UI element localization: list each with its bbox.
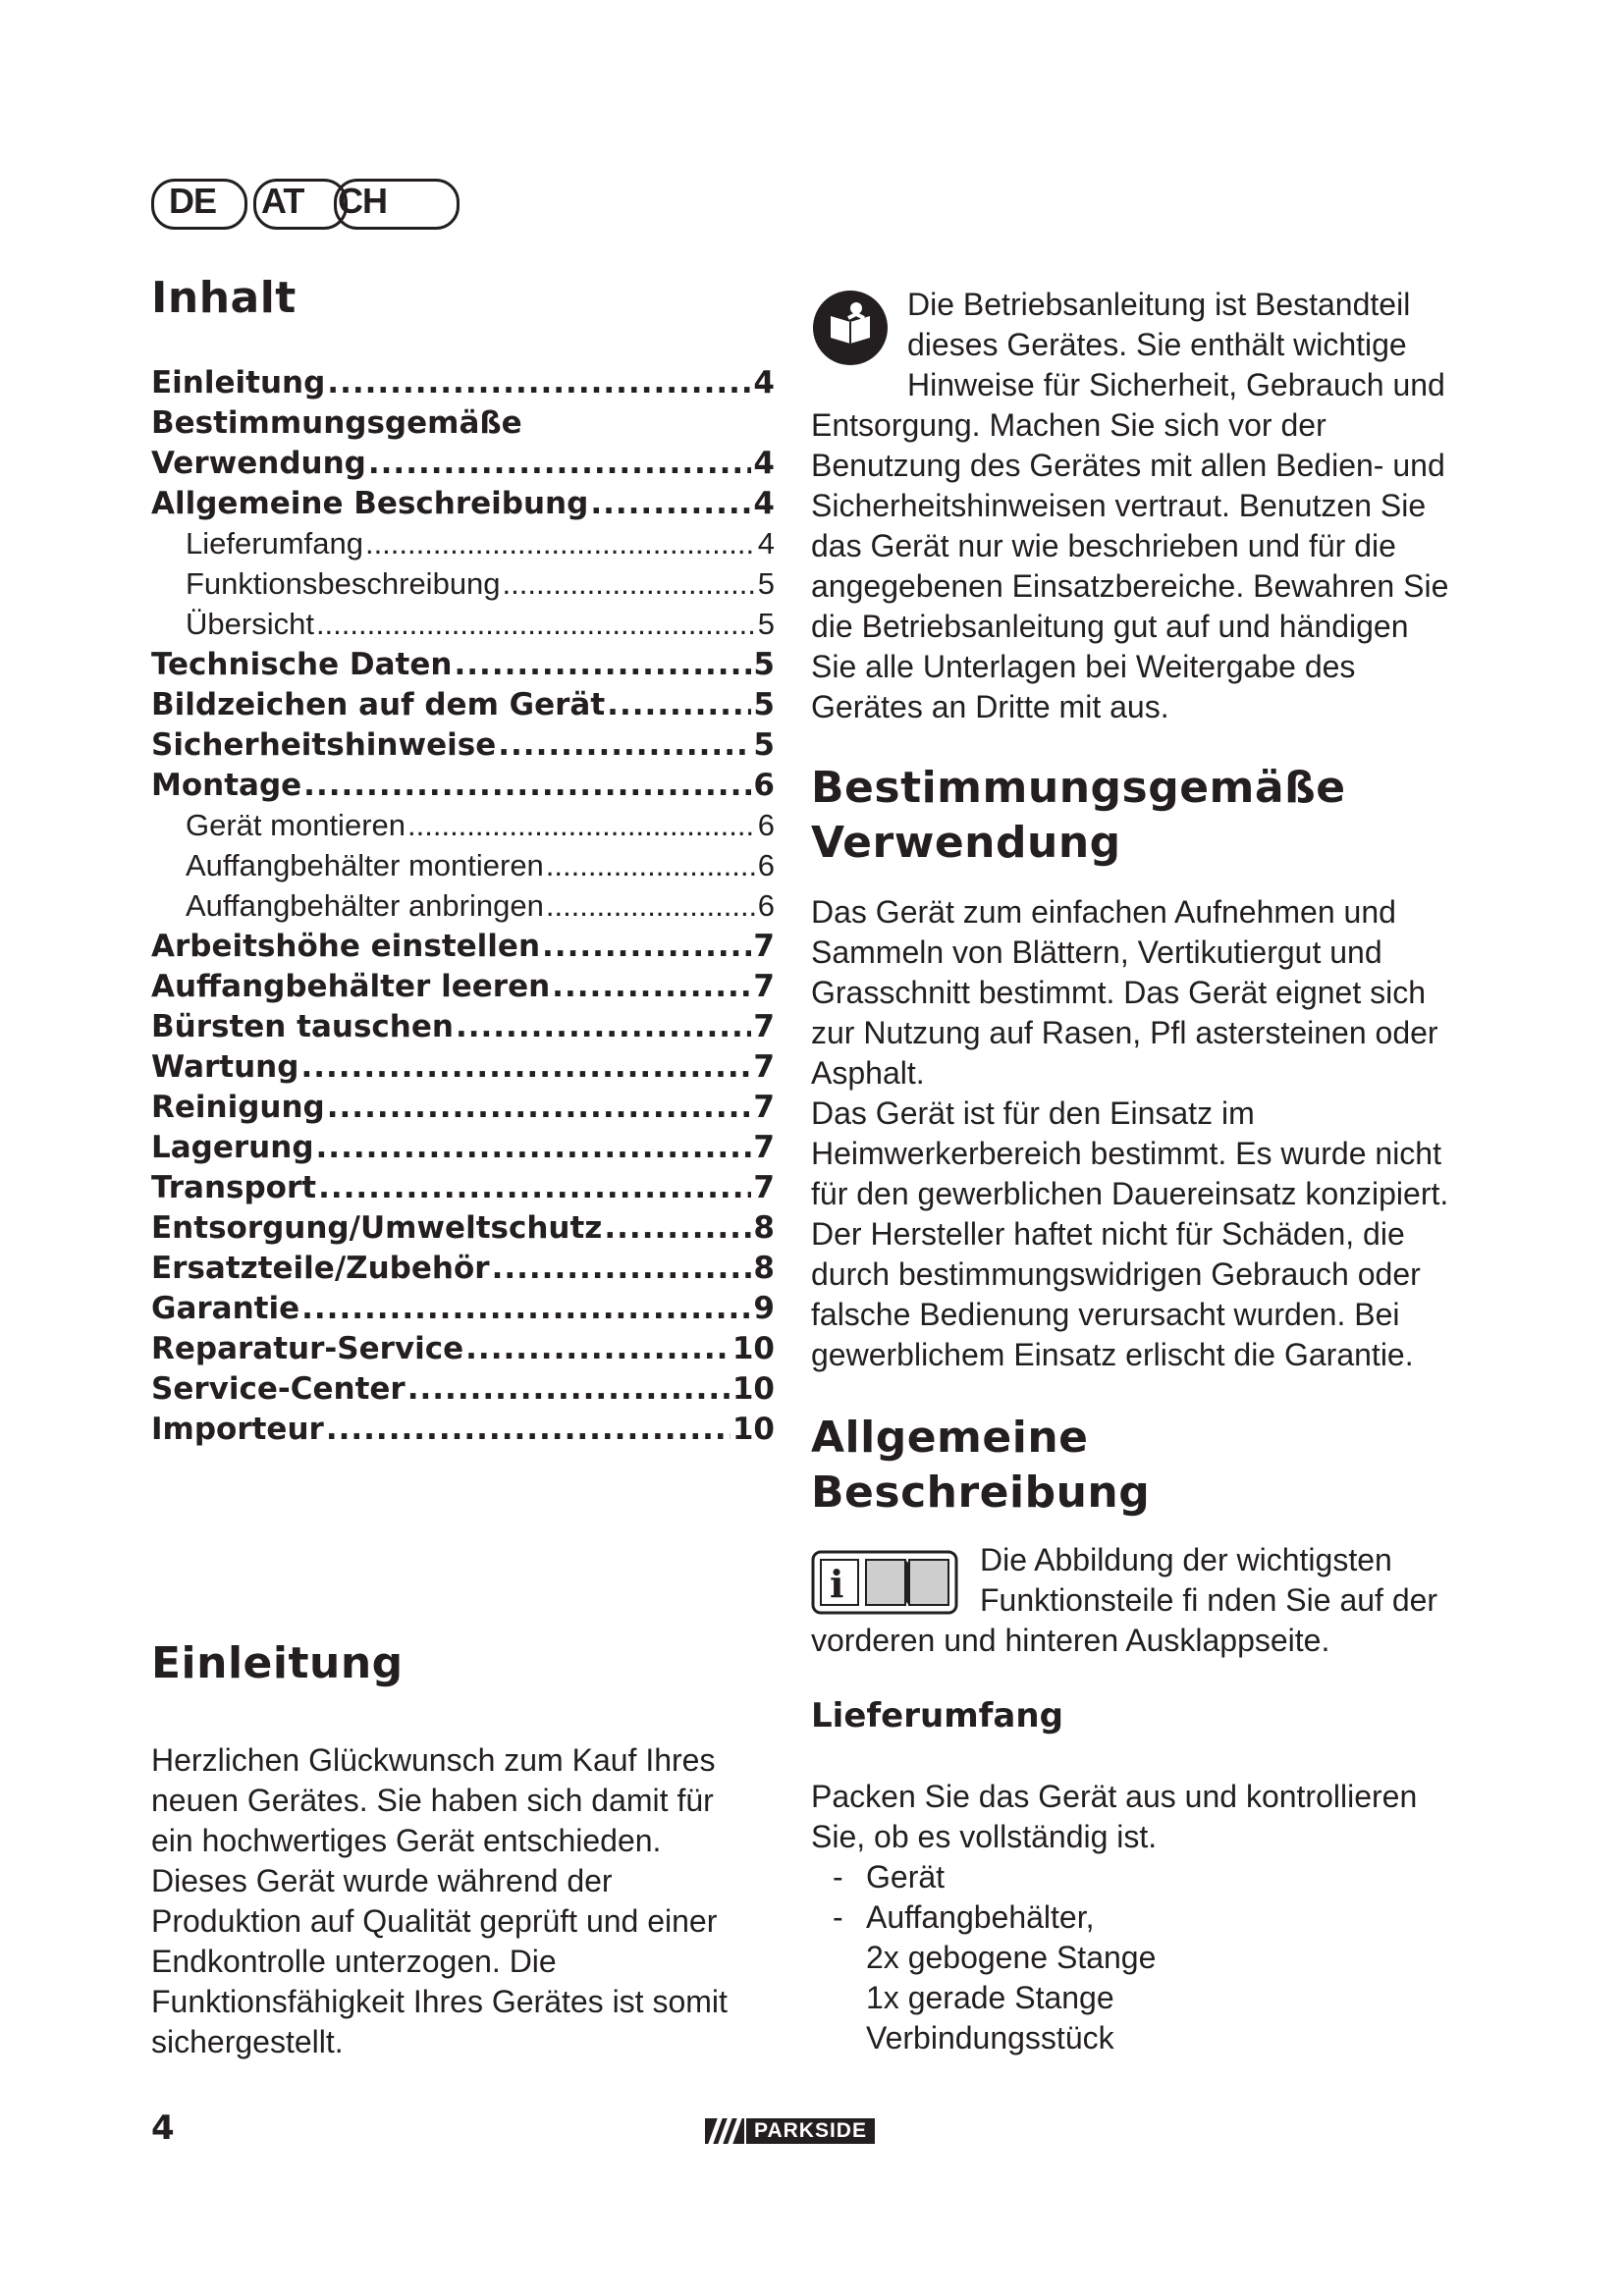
country-code-ch: CH bbox=[338, 181, 387, 221]
brand-logo bbox=[705, 2116, 875, 2146]
toc-entry[interactable]: Bürsten tauschen ..... 7 bbox=[151, 1009, 775, 1049]
page-number: 4 bbox=[151, 2109, 175, 2148]
country-code-de: DE bbox=[169, 181, 217, 221]
toc-subentry[interactable]: Gerät montieren ..... 6 bbox=[151, 808, 775, 848]
section-title-lieferumfang: Lieferumfang bbox=[811, 1696, 1063, 1735]
toc-entry[interactable]: Importeur ..... 10 bbox=[151, 1412, 775, 1452]
brand-stripes-icon bbox=[705, 2118, 744, 2144]
toc-entry[interactable]: Ersatzteile/Zubehör ..... 8 bbox=[151, 1251, 775, 1291]
section-title-allgemein-line2: Beschreibung bbox=[811, 1468, 1151, 1518]
section-title-bestimmung-line2: Verwendung bbox=[811, 818, 1121, 868]
toc-entry[interactable]: Garantie ..... 9 bbox=[151, 1291, 775, 1331]
right-column bbox=[811, 271, 1449, 2058]
bestimmung-paragraph-2: Das Gerät ist für den Einsatz im Heimwerkerbereich bestimmt. Es wurde nicht für den gewerblichen Dauereinsatz konzipiert. Der Hersteller haftet nicht für Schäden, die durch bestimmungswidrigen Gebrauch oder falsche Bedienung verursacht wurden. Bei gewerblichem Einsatz erlischt die Garantie. bbox=[811, 1095, 1449, 1372]
section-title-allgemein-line1: Allgemeine bbox=[811, 1413, 1089, 1463]
toc-subentry[interactable]: Auffangbehälter montieren ..... 6 bbox=[151, 848, 775, 888]
toc-entry[interactable]: Bildzeichen auf dem Gerät ..... 5 bbox=[151, 687, 775, 727]
toc-subentry[interactable]: Übersicht ..... 5 bbox=[151, 607, 775, 647]
info-foldout-icon bbox=[811, 1546, 958, 1619]
toc-subentry[interactable]: Lieferumfang ..... 4 bbox=[151, 526, 775, 566]
lieferumfang-intro: Packen Sie das Gerät aus und kontrollieren Sie, ob es vollständig ist. bbox=[811, 1779, 1418, 1854]
intro-note bbox=[811, 285, 1449, 727]
toc-entry[interactable]: Auffangbehälter leeren ..... 7 bbox=[151, 969, 775, 1009]
brand-name: PARKSIDE bbox=[746, 2118, 875, 2144]
list-item-continuation: Verbindungsstück bbox=[866, 2020, 1114, 2056]
list-item: - Auffangbehälter, bbox=[833, 1899, 1095, 1935]
toc-entry[interactable]: Service-Center ..... 10 bbox=[151, 1371, 775, 1412]
toc-entry[interactable]: Bestimmungsgemäße bbox=[151, 405, 522, 441]
section-title-einleitung: Einleitung bbox=[151, 1638, 404, 1688]
bestimmung-paragraph-1: Das Gerät zum einfachen Aufnehmen und Sammeln von Blättern, Vertikutiergut und Grasschnitt bestimmt. Das Gerät eignet sich zur Nutzung auf Rasen, Pfl astersteinen oder Asphalt. bbox=[811, 894, 1438, 1091]
toc-entry[interactable]: Wartung ..... 7 bbox=[151, 1049, 775, 1090]
list-item-continuation: 1x gerade Stange bbox=[866, 1980, 1114, 2015]
toc-entry[interactable]: Arbeitshöhe einstellen ..... 7 bbox=[151, 929, 775, 969]
country-code-at: AT bbox=[261, 181, 304, 221]
delivery-list bbox=[811, 1857, 1449, 2058]
toc-title: Inhalt bbox=[151, 273, 297, 323]
toc-entry[interactable]: Montage ..... 6 bbox=[151, 768, 775, 808]
toc-entry[interactable]: Entsorgung/Umweltschutz ..... 8 bbox=[151, 1210, 775, 1251]
list-item-continuation: 2x gebogene Stange bbox=[866, 1940, 1157, 1975]
toc-entry[interactable]: Einleitung ..... 4 bbox=[151, 365, 775, 405]
allgemein-note bbox=[811, 1540, 1449, 1661]
toc-entry[interactable]: Transport ..... 7 bbox=[151, 1170, 775, 1210]
toc-entry[interactable]: Allgemeine Beschreibung ..... 4 bbox=[151, 486, 775, 526]
allgemein-note-text: Die Abbildung der wichtigsten Funktionsteile fi nden Sie auf der vorderen und hinteren Ausklappseite. bbox=[811, 1542, 1438, 1658]
manual-read-icon bbox=[811, 289, 890, 367]
country-badge bbox=[151, 175, 465, 230]
section-title-bestimmung-line1: Bestimmungsgemäße bbox=[811, 763, 1346, 813]
toc-subentry[interactable]: Auffangbehälter anbringen ..... 6 bbox=[151, 888, 775, 929]
toc-entry[interactable]: Reparatur-Service ..... 10 bbox=[151, 1331, 775, 1371]
toc-entry[interactable]: Verwendung ..... 4 bbox=[151, 446, 775, 486]
intro-note-text: Die Betriebsanleitung ist Bestandteil dieses Gerätes. Sie enthält wichtige Hinweise für Sicherheit, Gebrauch und Entsorgung. Machen Sie sich vor der Benutzung des Gerätes mit allen Bedien- und Sicherheitshinweisen vertraut. Benutzen Sie das Gerät nur wie beschrieben und für die angegebenen Einsatzbereiche. Bewahren Sie die Betriebsanleitung gut auf und händigen Sie alle Unterlagen bei Weitergabe des Gerätes an Dritte mit aus. bbox=[811, 287, 1449, 724]
list-item: - Gerät bbox=[833, 1859, 946, 1895]
toc-entry[interactable]: Lagerung ..... 7 bbox=[151, 1130, 775, 1170]
toc-entry[interactable]: Sicherheitshinweise ..... 5 bbox=[151, 727, 775, 768]
left-column bbox=[151, 271, 775, 2062]
toc-entry[interactable]: Technische Daten ..... 5 bbox=[151, 647, 775, 687]
einleitung-text: Herzlichen Glückwunsch zum Kauf Ihres neuen Gerätes. Sie haben sich damit für ein hochwertiges Gerät entschieden. Dieses Gerät wurde während der Produktion auf Qualität geprüft und einer Endkontrolle unterzogen. Die Funktionsfähigkeit Ihres Gerätes ist somit sichergestellt. bbox=[151, 1742, 728, 2059]
svg-text:i: i bbox=[830, 1562, 844, 1606]
table-of-contents bbox=[151, 365, 775, 1452]
toc-entry[interactable]: Reinigung ..... 7 bbox=[151, 1090, 775, 1130]
toc-subentry[interactable]: Funktionsbeschreibung ..... 5 bbox=[151, 566, 775, 607]
